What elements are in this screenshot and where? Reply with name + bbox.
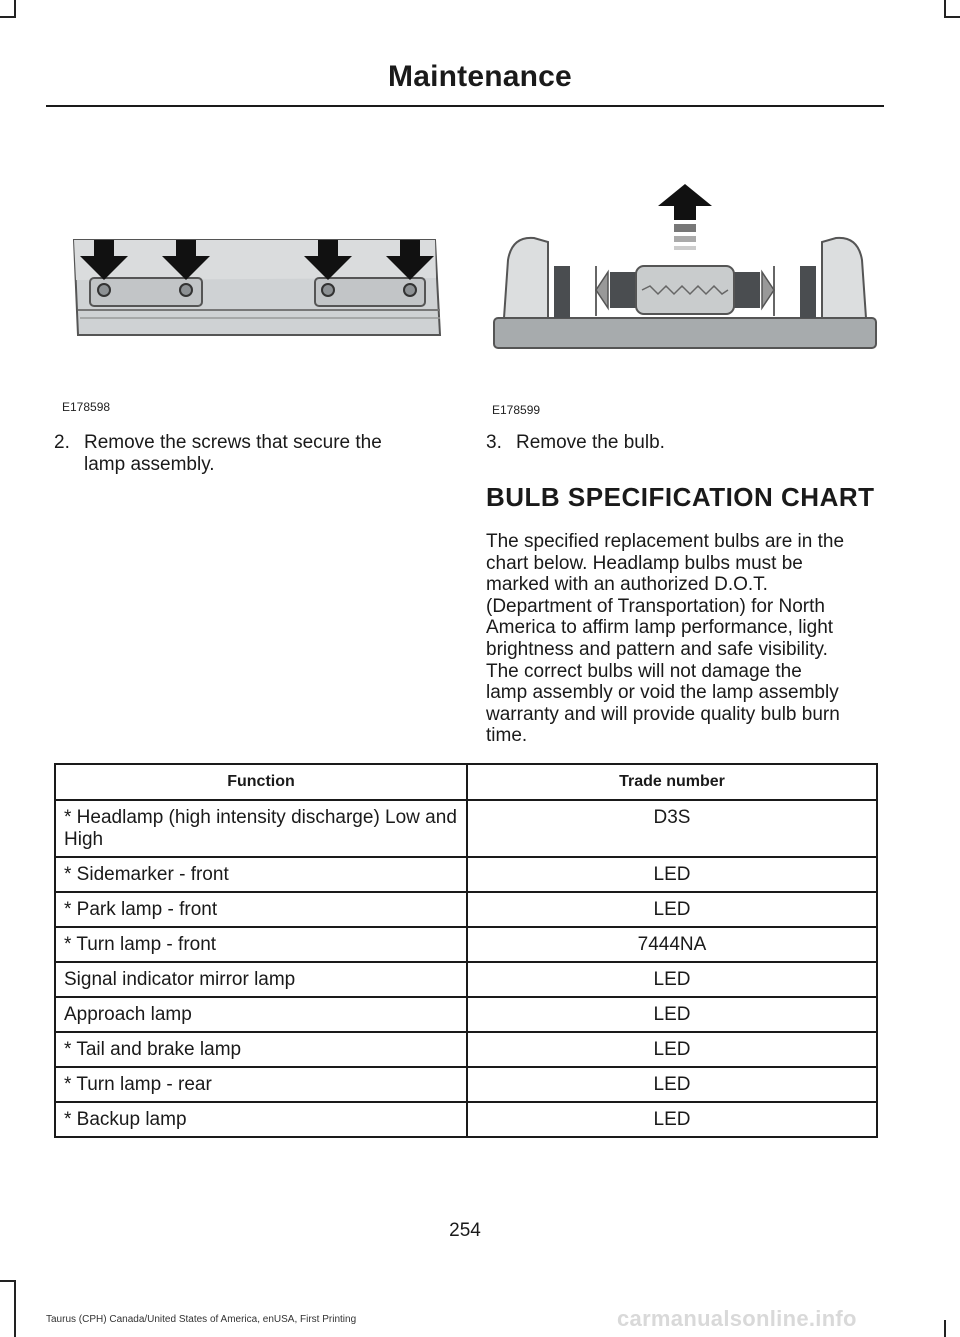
page-number: 254 — [449, 1220, 481, 1241]
function-cell: * Sidemarker - front — [55, 857, 467, 892]
section-heading: BULB SPECIFICATION CHART — [486, 482, 875, 512]
figure-code: E178598 — [62, 400, 111, 414]
bulb-removal-illustration — [490, 180, 880, 380]
step-text-line: Remove the bulb. — [516, 432, 665, 453]
step-text-line: Remove the screws that secure the — [84, 432, 382, 453]
trade-number-cell: LED — [467, 1102, 877, 1137]
function-cell: * Turn lamp - rear — [55, 1067, 467, 1102]
crop-mark — [944, 16, 960, 18]
trade-number-cell: LED — [467, 892, 877, 927]
function-cell: Signal indicator mirror lamp — [55, 962, 467, 997]
table-row — [55, 892, 877, 927]
step-2 — [54, 432, 454, 478]
step-3 — [486, 432, 886, 456]
intro-line: marked with an authorized D.O.T. — [486, 574, 768, 596]
intro-line: The specified replacement bulbs are in the — [486, 531, 845, 552]
column-header-function: Function — [55, 764, 467, 800]
table-header-row — [55, 764, 877, 800]
function-cell: * Turn lamp - front — [55, 927, 467, 962]
function-cell: Approach lamp — [55, 997, 467, 1032]
page-title: Maintenance — [388, 60, 572, 93]
intro-line: brightness and pattern and safe visibility. — [486, 638, 828, 660]
watermark: carmanualsonline.info — [617, 1306, 857, 1331]
table-row — [55, 1067, 877, 1102]
table-row — [55, 800, 877, 857]
trade-number-cell: D3S — [467, 800, 877, 857]
trade-number-cell: LED — [467, 1032, 877, 1067]
intro-line: The correct bulbs will not damage the — [486, 660, 802, 682]
intro-line: chart below. Headlamp bulbs must be — [486, 552, 803, 574]
footer-text: Taurus (CPH) Canada/United States of America, enUSA, First Printing — [46, 1314, 357, 1325]
crop-mark — [0, 16, 16, 18]
table-row — [55, 962, 877, 997]
step-number: 2. — [54, 432, 70, 453]
step-text — [516, 432, 665, 454]
table-row — [55, 1032, 877, 1067]
trade-number-cell: LED — [467, 962, 877, 997]
bulb-spec-table — [54, 763, 878, 1138]
function-cell: * Backup lamp — [55, 1102, 467, 1137]
crop-mark — [0, 1280, 16, 1282]
trade-number-cell: LED — [467, 857, 877, 892]
step-number: 3. — [486, 432, 502, 453]
intro-line: America to affirm lamp performance, light — [486, 617, 834, 639]
trade-number-cell: LED — [467, 1067, 877, 1102]
crop-mark — [944, 1320, 946, 1337]
intro-line: time. — [486, 725, 528, 747]
trade-number-cell: LED — [467, 997, 877, 1032]
intro-paragraph — [486, 531, 881, 747]
step-text-line: lamp assembly. — [84, 454, 215, 475]
table-row — [55, 857, 877, 892]
step-text — [84, 432, 382, 476]
figure-code: E178599 — [492, 403, 541, 417]
table-row — [55, 927, 877, 962]
intro-line: warranty and will provide quality bulb burn — [486, 703, 840, 725]
function-cell: * Tail and brake lamp — [55, 1032, 467, 1067]
table-row — [55, 1102, 877, 1137]
header-divider — [46, 105, 884, 107]
function-cell: * Park lamp - front — [55, 892, 467, 927]
intro-line: lamp assembly or void the lamp assembly — [486, 682, 839, 704]
trade-number-cell: 7444NA — [467, 927, 877, 962]
lamp-screws-illustration — [60, 200, 445, 370]
crop-mark — [14, 1280, 16, 1337]
table-row — [55, 997, 877, 1032]
function-cell: * Headlamp (high intensity discharge) Low and High — [55, 800, 467, 857]
intro-line: (Department of Transportation) for North — [486, 595, 825, 617]
column-header-trade-number: Trade number — [467, 764, 877, 800]
